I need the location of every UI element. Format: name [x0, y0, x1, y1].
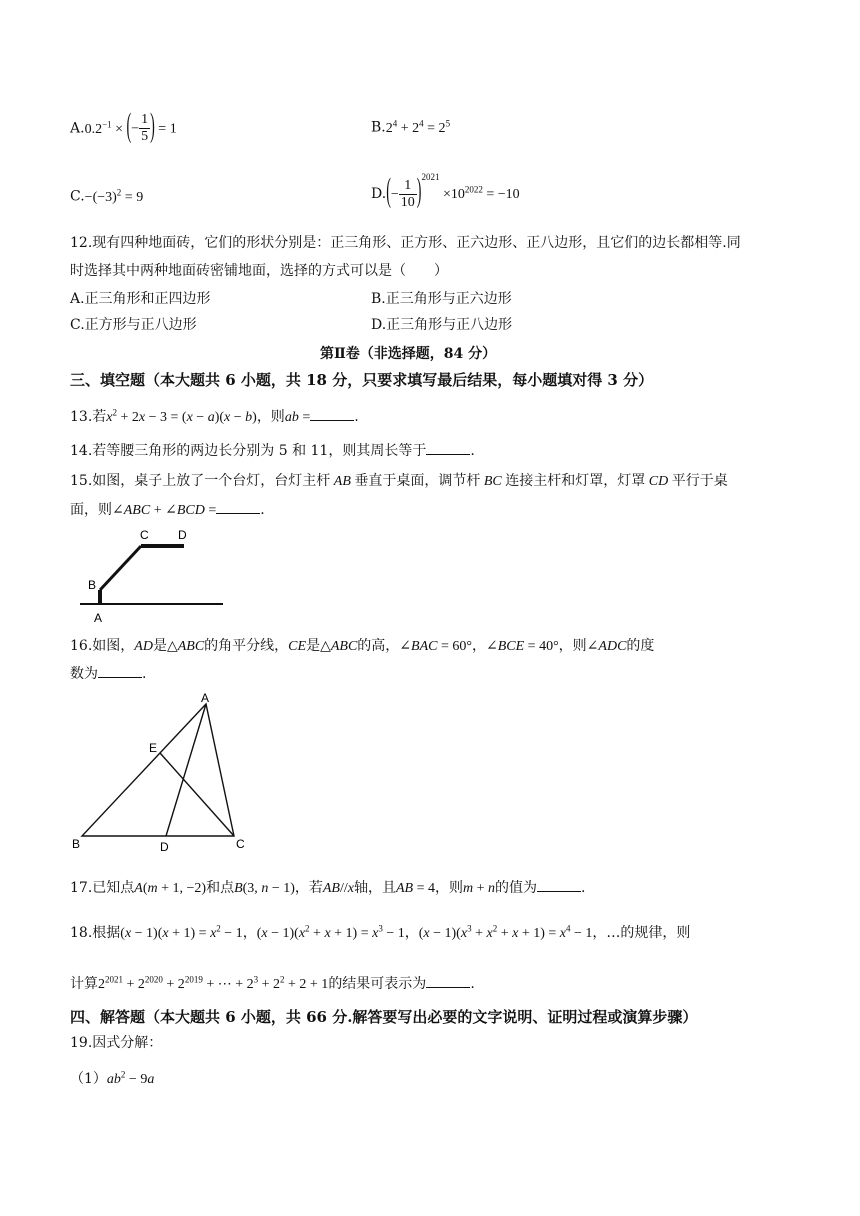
- q19-sub1: $(1)ab^2 - 9a$: [70, 1069, 155, 1087]
- lamp-label-d: D: [178, 528, 187, 542]
- rod-bc: [100, 546, 141, 590]
- q11-option-c: $C.-(-3)^2 = 9$: [70, 187, 144, 205]
- q18-line1: 18.根据$(x - 1)(x + 1) = x^2 - 1$，$(x - 1)(x^2 + x + 1) = x^3 - 1$，$(x - 1)(x^3 + x^2 + x + 1) = x^4 - 1$，…的规律，则: [70, 923, 691, 941]
- q16-line1: 16.如图，AD是△ABC的角平分线，CE是△ABC的高，∠BAC = 60°，∠BCE = 40°，则∠ADC的度: [70, 638, 655, 654]
- q12-option-c: C.正方形与正八边形: [70, 317, 197, 333]
- q12-option-d: D.正三角形与正八边形: [371, 317, 513, 333]
- q12-option-a: A.正三角形和正四边形: [70, 291, 211, 307]
- lamp-label-a: A: [94, 611, 103, 625]
- q15-line1: 15.如图，桌子上放了一个台灯，台灯主杆 AB 垂直于桌面，调节杆 BC 连接主杆和灯罩，灯罩 CD 平行于桌: [70, 473, 728, 489]
- q13: 13.若$x^2 + 2x - 3 = (x - a)(x - b)$，则ab = .: [70, 407, 359, 425]
- lamp-figure: [78, 526, 228, 626]
- q16-line2: 数为 .: [70, 663, 146, 683]
- bisector-ad: [166, 704, 206, 836]
- q17-answer-blank: [537, 877, 581, 892]
- q12-line2: 时选择其中两种地面砖密铺地面，选择的方式可以是（ ）: [70, 263, 448, 279]
- q18-answer-blank: [426, 973, 470, 988]
- q11-option-d: D.(− $\frac{1}{10}$ )$^{2021} \times 10^{2022} = -10$: [371, 172, 520, 211]
- altitude-ce: [160, 753, 234, 836]
- section2-title: 第Ⅱ卷（非选择题，84 分）: [320, 346, 497, 362]
- triangle-figure: [68, 690, 258, 860]
- tri-label-c: C: [236, 837, 245, 851]
- q18-line2: 计算$2^{2021} + 2^{2020} + 2^{2019}$ + ⋯ + $2^3 + 2^2 + 2 + 1$的结果可表示为 .: [70, 974, 475, 992]
- q19-title: 19.因式分解：: [70, 1035, 163, 1051]
- q17: 17.已知点A(m + 1, −2)和点B(3, n − 1)，若AB//x轴，且AB = 4，则m + n的值为 .: [70, 877, 585, 897]
- q11-option-b: $B.2^4 + 2^4 = 2^5$: [371, 118, 451, 136]
- tri-label-d: D: [160, 840, 169, 854]
- tri-label-b: B: [72, 837, 81, 851]
- q12-option-b: B.正三角形与正六边形: [371, 291, 512, 307]
- tri-label-e: E: [149, 741, 158, 755]
- q15-answer-blank: [216, 499, 260, 514]
- q11-option-a: $A.0.2^{-1}$ × (− $\frac{1}{5}$ ) = 1: [70, 109, 177, 146]
- q13-answer-blank: [310, 406, 354, 421]
- lamp-label-b: B: [88, 578, 97, 592]
- part3-title: 三、填空题（本大题共 6 小题，共 18 分，只要求填写最后结果，每小题填对得 3 分）: [70, 371, 654, 389]
- q15-line2: 面，则∠ABC + ∠BCD = .: [70, 499, 265, 519]
- q14: 14.若等腰三角形的两边长分别为 5 和 11，则其周长等于 .: [70, 440, 475, 460]
- q16-answer-blank: [98, 663, 142, 678]
- q12-line1: 12.现有四种地面砖，它们的形状分别是：正三角形、正方形、正六边形、正八边形，且它们的边长都相等.同: [70, 235, 741, 251]
- lamp-label-c: C: [140, 528, 149, 542]
- part4-title: 四、解答题（本大题共 6 小题，共 66 分.解答要写出必要的文字说明、证明过程或演算步骤）: [70, 1008, 698, 1026]
- tri-label-a: A: [201, 691, 210, 705]
- triangle-abc: [82, 704, 234, 836]
- q14-answer-blank: [426, 440, 470, 455]
